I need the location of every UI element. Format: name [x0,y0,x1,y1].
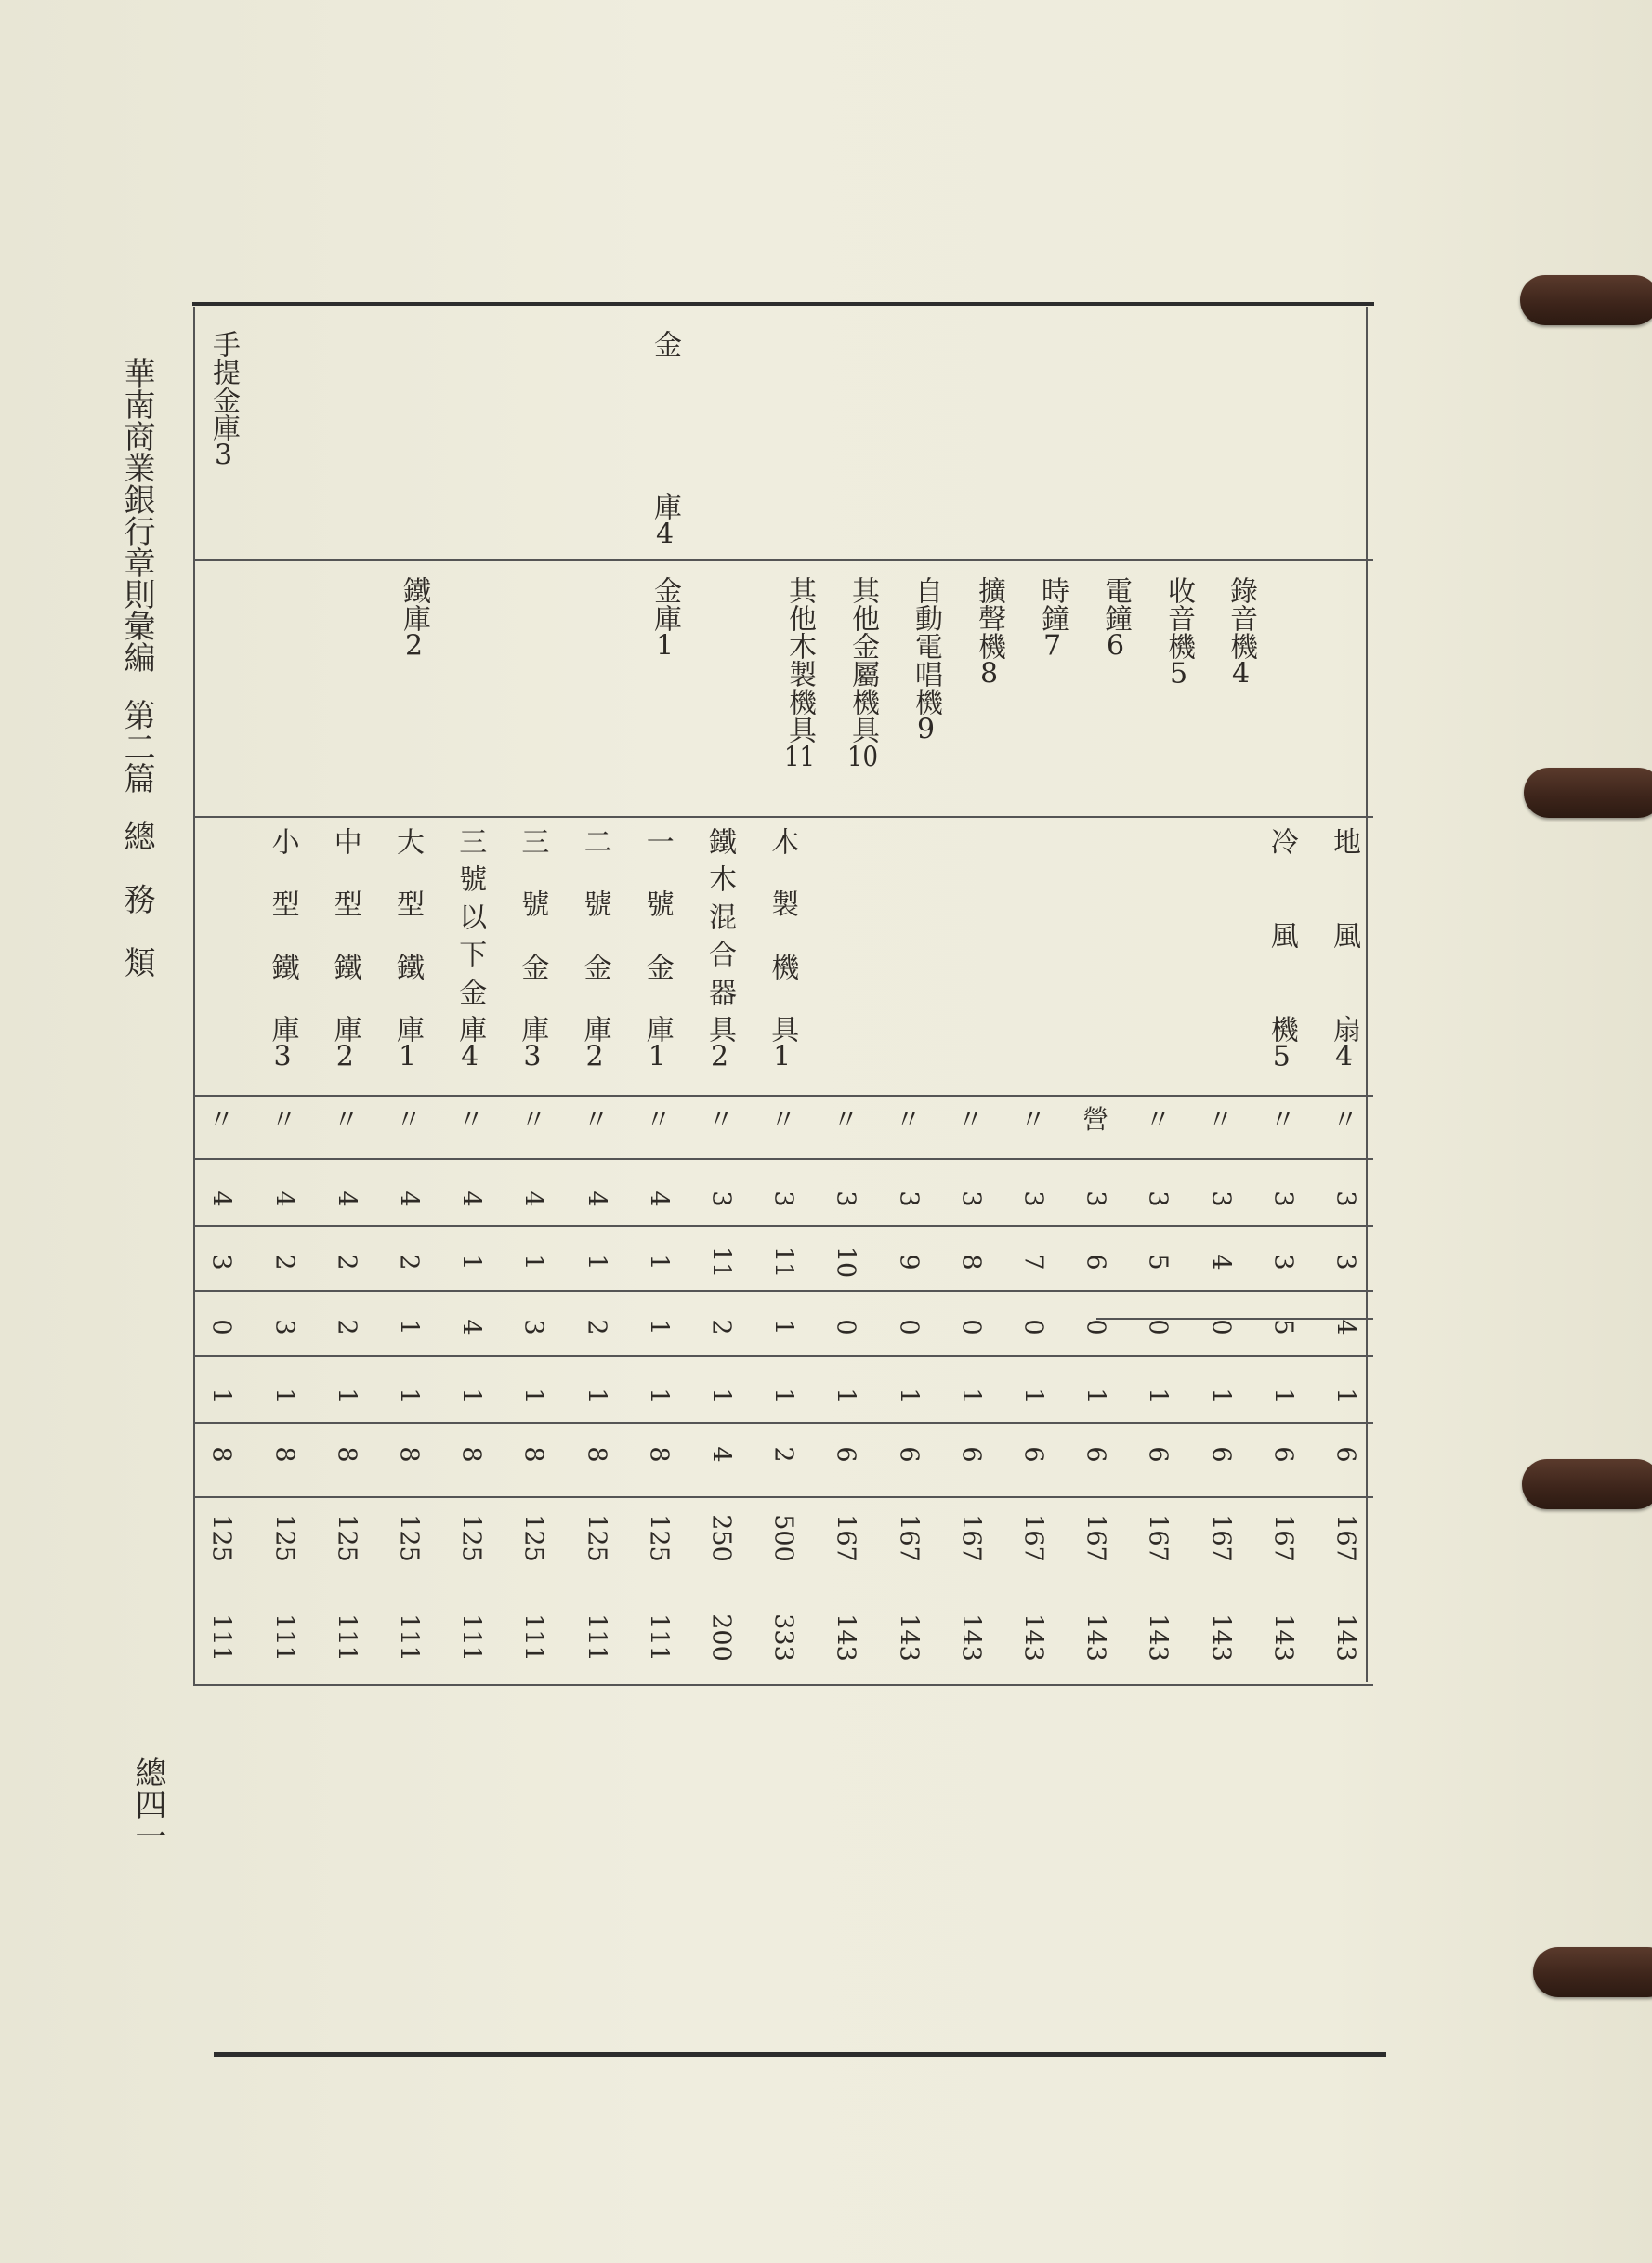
item-label [703,827,736,1071]
item-code: 4 [461,1042,479,1071]
cell-v5: 4 [706,1446,736,1463]
cell-v1: 3 [1018,1191,1048,1207]
item-label [640,827,674,1071]
header-divider-2 [195,816,1373,818]
cell-v2: 2 [332,1254,361,1270]
binding-thread-4 [1533,1947,1652,1997]
item-char: 二 [578,827,611,855]
subcategory-label: 擴聲機8 [973,576,1005,688]
cell-v5: 6 [1331,1446,1360,1463]
cell-v7: 111 [582,1613,611,1662]
item-char: 冷 [1265,827,1298,855]
cell-v1: 4 [644,1191,674,1207]
cell-v4: 1 [456,1388,486,1404]
cell-unit: 〃 [707,1104,735,1135]
cell-v6: 167 [1018,1514,1048,1562]
cell-v2: 11 [768,1245,798,1279]
cell-v1: 4 [269,1191,299,1207]
cell-v1: 4 [332,1191,361,1207]
cell-v4: 1 [206,1388,236,1404]
item-char: 庫1 [640,1014,674,1071]
cell-v4: 1 [706,1388,736,1404]
cell-v6: 125 [644,1514,674,1562]
cell-v5: 8 [332,1446,361,1463]
subcategory-label: 其他金屬機具10 [846,576,879,771]
item-label [516,827,549,1071]
cell-unit: 〃 [1145,1104,1172,1135]
cell-v3: 0 [831,1319,860,1335]
item-char: 製 [766,889,799,918]
cell-unit: 〃 [458,1104,485,1135]
item-char: 庫4 [453,1014,487,1071]
cell-unit: 〃 [833,1104,859,1135]
cell-v5: 8 [518,1446,548,1463]
item-label [328,827,361,1071]
item-char: 金 [516,952,549,980]
grid-line [195,1290,1373,1292]
cell-unit: 〃 [333,1104,360,1135]
item-code: 5 [1272,1043,1291,1071]
cell-v4: 1 [1268,1388,1298,1404]
part-label: 第二篇 [118,699,155,794]
cell-v1: 3 [956,1191,986,1207]
cell-unit: 〃 [895,1104,922,1135]
cell-v3: 0 [1143,1319,1173,1335]
cell-v1: 3 [768,1191,798,1207]
cell-v6: 500 [768,1514,798,1562]
item-code: 1 [773,1042,792,1071]
item-char: 器 [703,977,736,1006]
item-code: 3 [523,1042,542,1071]
cell-v4: 1 [394,1388,424,1404]
cell-v2: 7 [1018,1254,1048,1270]
item-label [766,827,799,1071]
cell-v7: 111 [269,1613,299,1662]
item-char: 號 [516,889,549,918]
cell-v3: 0 [1206,1319,1236,1335]
item-char: 庫2 [328,1014,361,1071]
cell-v6: 167 [1081,1514,1110,1562]
item-code: 1 [398,1042,417,1071]
item-char: 扇4 [1328,1015,1360,1071]
cell-v1: 3 [1143,1191,1173,1207]
cell-v2: 3 [1331,1254,1360,1270]
item-char: 庫3 [516,1014,549,1071]
subcategory-label: 金庫1 [649,576,681,660]
item-char: 鐵 [391,952,424,980]
cell-v7: 143 [1268,1613,1298,1662]
item-char: 號 [578,889,611,918]
cell-v5: 6 [1018,1446,1048,1463]
cell-v3: 3 [269,1319,299,1335]
cell-v5: 8 [456,1446,486,1463]
cell-v4: 1 [768,1388,798,1404]
cell-v6: 125 [456,1514,486,1562]
item-char: 一 [640,827,674,855]
item-char: 合 [703,940,736,968]
item-char: 庫3 [266,1014,299,1071]
cell-v3: 2 [706,1319,736,1335]
cell-v1: 3 [1268,1191,1298,1207]
grid-line [195,1684,1373,1686]
cell-unit: 〃 [1269,1104,1296,1135]
grid-line [195,1496,1373,1498]
grid-line [195,1355,1373,1357]
cell-v2: 5 [1143,1254,1173,1270]
binding-thread-1 [1520,275,1652,325]
cell-v1: 3 [1331,1191,1360,1207]
cell-unit: 〃 [395,1104,423,1135]
cell-v2: 1 [518,1254,548,1270]
cell-v4: 1 [644,1388,674,1404]
cell-v2: 1 [582,1254,611,1270]
cell-v4: 1 [269,1388,299,1404]
cell-v6: 250 [706,1514,736,1562]
cell-v3: 0 [894,1319,924,1335]
item-code: 1 [648,1042,666,1071]
item-char: 木 [766,827,799,855]
subcategory-label: 電鐘6 [1099,576,1132,660]
item-char: 金 [578,952,611,980]
grid-line [195,1095,1373,1097]
running-header [118,357,155,978]
cell-v2: 3 [206,1254,236,1270]
item-char: 三 [453,827,487,855]
cell-unit: 〃 [208,1104,235,1135]
cell-v7: 143 [1206,1613,1236,1662]
cell-v1: 4 [394,1191,424,1207]
cell-unit: 〃 [270,1104,297,1135]
cell-v5: 8 [394,1446,424,1463]
item-char: 號 [453,864,487,893]
grid-line [193,307,195,1686]
cell-unit: 〃 [957,1104,984,1135]
item-char: 風 [1328,921,1360,949]
cell-v7: 143 [831,1613,860,1662]
cell-v3: 4 [1331,1319,1360,1335]
header-divider-1 [195,559,1373,561]
cell-v1: 3 [1081,1191,1110,1207]
category-label: 手提金庫3 [207,330,240,469]
cell-v3: 4 [456,1319,486,1335]
cell-v7: 111 [644,1613,674,1662]
cell-v3: 0 [1018,1319,1048,1335]
cell-v4: 1 [1081,1388,1110,1404]
cell-v6: 125 [582,1514,611,1562]
item-label [453,827,487,1071]
cell-unit: 〃 [583,1104,610,1135]
cell-v6: 125 [332,1514,361,1562]
cell-unit: 〃 [1019,1104,1047,1135]
cell-unit: 營 [1082,1104,1109,1135]
cell-v2: 10 [831,1245,860,1279]
item-char: 風 [1265,921,1298,949]
cell-unit: 〃 [645,1104,672,1135]
cell-v1: 3 [1206,1191,1236,1207]
item-code: 4 [1334,1043,1354,1071]
item-char: 具1 [766,1014,799,1071]
cell-v1: 4 [518,1191,548,1207]
table-bottom-rule [214,2052,1386,2057]
cell-unit: 〃 [520,1104,547,1135]
cell-v3: 2 [332,1319,361,1335]
cell-v6: 125 [394,1514,424,1562]
cell-v7: 143 [956,1613,986,1662]
cell-v3: 5 [1268,1319,1298,1335]
cell-v7: 111 [518,1613,548,1662]
cell-v2: 6 [1081,1254,1110,1270]
subcategory-label: 收音機5 [1162,576,1195,688]
cell-v4: 1 [956,1388,986,1404]
cell-v7: 143 [1331,1613,1360,1662]
item-char: 機5 [1265,1015,1298,1071]
cell-v1: 4 [582,1191,611,1207]
item-label [266,827,299,1071]
cell-v4: 1 [332,1388,361,1404]
cell-unit: 〃 [770,1104,797,1135]
cell-v5: 6 [1143,1446,1173,1463]
grid-line [195,1158,1373,1160]
cell-unit: 〃 [1331,1104,1359,1135]
item-char: 鐵 [703,827,736,855]
cell-v2: 11 [706,1245,736,1279]
grid-line [195,1225,1373,1227]
item-char: 混 [703,901,736,930]
cell-v6: 125 [269,1514,299,1562]
subcategory-label: 錄音機4 [1225,576,1257,688]
item-char: 鐵 [328,952,361,980]
cell-v5: 8 [582,1446,611,1463]
cell-v3: 1 [644,1319,674,1335]
binding-thread-2 [1524,768,1652,818]
cell-v5: 8 [269,1446,299,1463]
cell-v6: 167 [894,1514,924,1562]
cell-v3: 1 [394,1319,424,1335]
item-char: 以 [453,901,487,930]
cell-v3: 2 [582,1319,611,1335]
item-code: 2 [335,1042,354,1071]
cell-v7: 111 [456,1613,486,1662]
binding-thread-3 [1522,1459,1652,1509]
cell-v5: 6 [956,1446,986,1463]
item-char: 三 [516,827,549,855]
cell-v4: 1 [1331,1388,1360,1404]
cell-v2: 2 [394,1254,424,1270]
cell-v7: 200 [706,1613,736,1662]
cell-v5: 6 [1268,1446,1298,1463]
cell-v1: 4 [206,1191,236,1207]
item-label [391,827,424,1071]
item-char: 大 [391,827,424,855]
book-title: 華南商業銀行章則彙編 [118,357,155,673]
item-code: 2 [585,1042,604,1071]
item-char: 庫1 [391,1014,424,1071]
cell-v4: 1 [831,1388,860,1404]
category-label: 金 庫4 [649,330,681,548]
item-char: 地 [1328,827,1360,855]
item-char: 庫2 [578,1014,611,1071]
subcategory-label: 其他木製機具11 [783,576,816,771]
cell-v3: 0 [206,1319,236,1335]
cell-v7: 111 [394,1613,424,1662]
item-char: 機 [766,952,799,980]
cell-v2: 8 [956,1254,986,1270]
cell-v7: 111 [206,1613,236,1662]
cell-v7: 143 [1081,1613,1110,1662]
section-label: 總 務 類 [118,820,155,978]
cell-v7: 143 [894,1613,924,1662]
item-char: 下 [453,940,487,968]
item-char: 木 [703,864,736,893]
cell-v6: 167 [831,1514,860,1562]
cell-v5: 6 [831,1446,860,1463]
item-char: 金 [453,977,487,1006]
item-char: 小 [266,827,299,855]
cell-v5: 6 [1206,1446,1236,1463]
cell-v7: 143 [1018,1613,1048,1662]
cell-v3: 3 [518,1319,548,1335]
cell-v7: 333 [768,1613,798,1662]
item-code: 3 [273,1042,292,1071]
cell-v1: 3 [894,1191,924,1207]
item-char: 型 [328,889,361,918]
item-label [1328,827,1360,1071]
cell-unit: 〃 [1207,1104,1234,1135]
cell-v5: 6 [894,1446,924,1463]
subcategory-label: 自動電唱機9 [910,576,942,743]
grid-line [1366,307,1368,1682]
cell-v5: 8 [206,1446,236,1463]
cell-v6: 125 [206,1514,236,1562]
item-char: 金 [640,952,674,980]
cell-v2: 9 [894,1254,924,1270]
item-label [578,827,611,1071]
item-code: 2 [710,1042,729,1071]
cell-v3: 0 [956,1319,986,1335]
page-number: 總四一 [129,1756,166,1851]
table-top-rule [192,302,1374,306]
cell-v7: 111 [332,1613,361,1662]
cell-v7: 143 [1143,1613,1173,1662]
cell-v1: 3 [706,1191,736,1207]
cell-v2: 1 [644,1254,674,1270]
cell-v6: 167 [1268,1514,1298,1562]
subcategory-label: 鐵庫2 [398,576,430,660]
cell-v2: 2 [269,1254,299,1270]
cell-v5: 2 [768,1446,798,1463]
cell-v6: 167 [1143,1514,1173,1562]
cell-v4: 1 [518,1388,548,1404]
cell-v4: 1 [582,1388,611,1404]
cell-v2: 4 [1206,1254,1236,1270]
grid-line [195,1422,1373,1424]
cell-v6: 167 [1331,1514,1360,1562]
item-char: 中 [328,827,361,855]
cell-v4: 1 [1143,1388,1173,1404]
cell-v3: 1 [768,1319,798,1335]
cell-v4: 1 [894,1388,924,1404]
cell-v4: 1 [1206,1388,1236,1404]
cell-v4: 1 [1018,1388,1048,1404]
item-char: 號 [640,889,674,918]
item-label [1265,827,1298,1071]
cell-v2: 3 [1268,1254,1298,1270]
cell-v1: 3 [831,1191,860,1207]
cell-v6: 125 [518,1514,548,1562]
item-char: 型 [266,889,299,918]
item-char: 具2 [703,1014,736,1071]
item-char: 鐵 [266,952,299,980]
cell-v3: 0 [1081,1319,1110,1335]
cell-v6: 167 [956,1514,986,1562]
subcategory-label: 時鐘7 [1036,576,1069,660]
cell-v2: 1 [456,1254,486,1270]
cell-v1: 4 [456,1191,486,1207]
cell-v5: 6 [1081,1446,1110,1463]
cell-v6: 167 [1206,1514,1236,1562]
cell-v5: 8 [644,1446,674,1463]
item-char: 型 [391,889,424,918]
